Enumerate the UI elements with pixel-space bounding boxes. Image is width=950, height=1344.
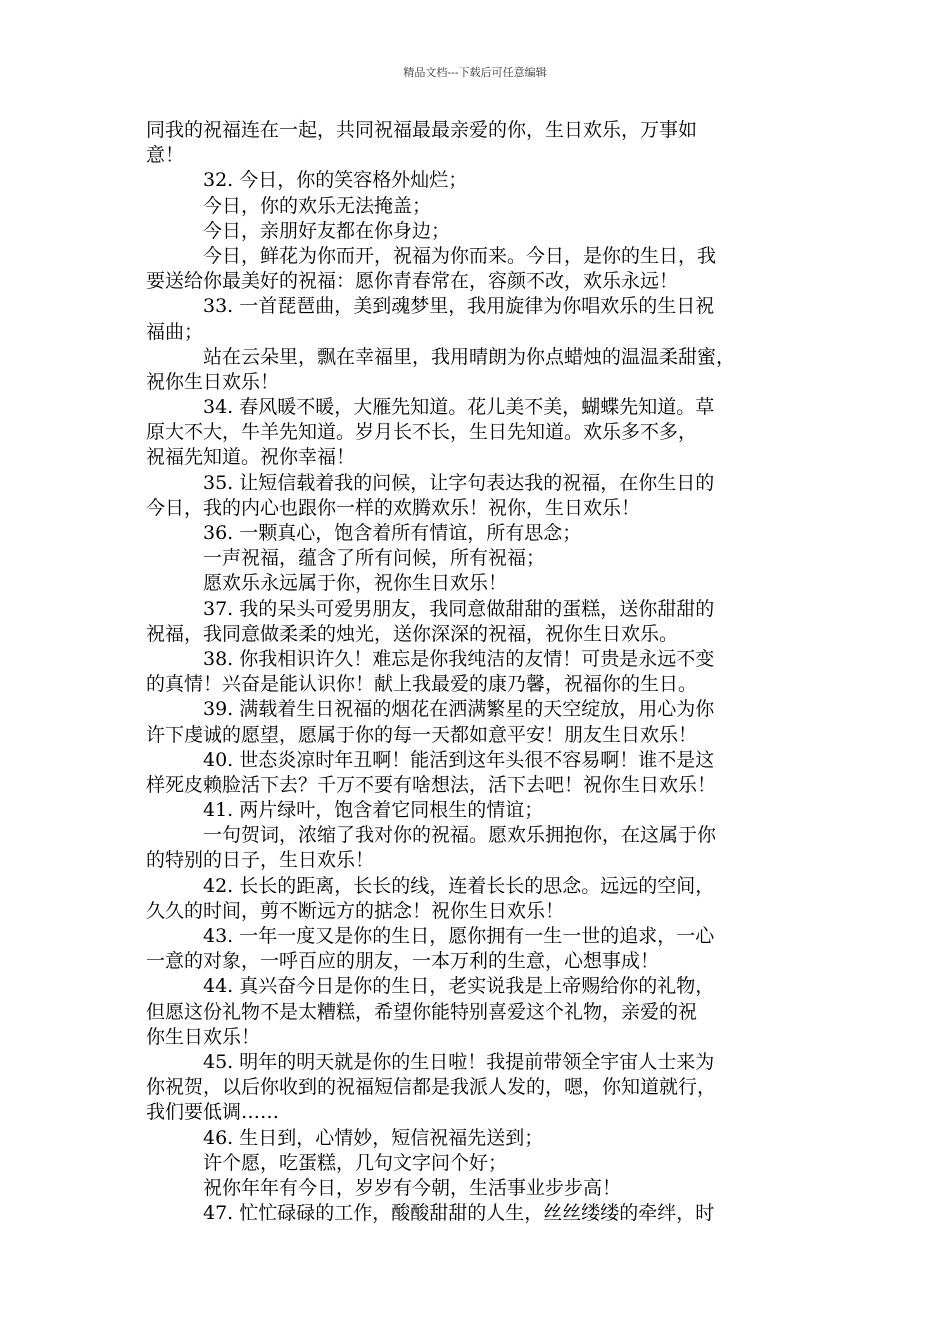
text-line: 一意的对象，一呼百应的朋友，一本万利的生意，心想事成！	[146, 950, 660, 973]
text-line: 的真情！兴奋是能认识你！献上我最爱的康乃馨，祝福你的生日。	[146, 673, 698, 696]
text-line: 41. 两片绿叶，饱含着它同根生的情谊；	[203, 799, 544, 822]
page-header: 精品文档---下载后可任意编辑	[403, 66, 547, 79]
text-line: 祝你年年有今日，岁岁有今朝，生活事业步步高！	[203, 1176, 622, 1199]
text-line: 40. 世态炎凉时年丑啊！能活到这年头很不容易啊！谁不是这	[203, 748, 715, 771]
text-line: 32. 今日，你的笑容格外灿烂；	[203, 169, 468, 192]
text-line: 今日，你的欢乐无法掩盖；	[203, 194, 432, 217]
text-line: 42. 长长的距离，长长的线，连着长长的思念。远远的空间，	[203, 874, 715, 897]
text-line: 祝福先知道。祝你幸福！	[146, 446, 356, 469]
text-line: 38. 你我相识许久！难忘是你我纯洁的友情！可贵是永远不变	[203, 647, 715, 670]
text-line: 意！	[146, 144, 185, 167]
text-line: 你祝贺，以后你收到的祝福短信都是我派人发的，嗯，你知道就行，	[146, 1076, 717, 1099]
text-line: 站在云朵里，飘在幸福里，我用晴朗为你点蜡烛的温温柔甜蜜，	[203, 345, 736, 368]
text-line: 34. 春风暖不暖，大雁先知道。花儿美不美，蝴蝶先知道。草	[203, 396, 715, 419]
text-line: 一句贺词，浓缩了我对你的祝福。愿欢乐拥抱你，在这属于你	[203, 824, 717, 847]
document-body	[146, 118, 816, 1226]
text-line: 我们要低调……	[146, 1101, 280, 1124]
text-line: 今日，我的内心也跟你一样的欢腾欢乐！祝你，生日欢乐！	[146, 496, 641, 519]
text-line: 久久的时间，剪不断远方的掂念！祝你生日欢乐！	[146, 899, 565, 922]
text-line: 祝福，我同意做柔柔的烛光，送你深深的祝福，祝你生日欢乐。	[146, 622, 679, 645]
text-line: 44. 真兴奋今日是你的生日，老实说我是上帝赐给你的礼物，	[203, 975, 715, 998]
text-line: 原大不大，牛羊先知道。岁月长不长，生日先知道。欢乐多不多，	[146, 421, 698, 444]
text-line: 但愿这份礼物不是太糟糕，希望你能特别喜爱这个礼物，亲爱的祝	[146, 1000, 698, 1023]
text-line: 今日，亲朋好友都在你身边；	[203, 219, 451, 242]
text-line: 样死皮赖脸活下去？千万不要有啥想法，活下去吧！祝你生日欢乐！	[146, 773, 717, 796]
text-line: 33. 一首琵琶曲，美到魂梦里，我用旋律为你唱欢乐的生日祝	[203, 295, 715, 318]
text-line: 愿欢乐永远属于你，祝你生日欢乐！	[203, 572, 508, 595]
text-line: 37. 我的呆头可爱男朋友，我同意做甜甜的蛋糕，送你甜甜的	[203, 597, 715, 620]
text-line: 许下虔诚的愿望，愿属于你的每一天都如意平安！朋友生日欢乐！	[146, 723, 698, 746]
text-line: 35. 让短信载着我的问候，让字句表达我的祝福，在你生日的	[203, 471, 715, 494]
text-line: 许个愿，吃蛋糕，几句文字问个好；	[203, 1151, 508, 1174]
text-line: 要送给你最美好的祝福：愿你青春常在，容颜不改，欢乐永远！	[146, 270, 679, 293]
text-line: 46. 生日到，心情妙，短信祝福先送到；	[203, 1126, 544, 1149]
text-line: 43. 一年一度又是你的生日，愿你拥有一生一世的追求，一心	[203, 925, 715, 947]
text-line: 今日，鲜花为你而开，祝福为你而来。今日，是你的生日，我	[203, 244, 717, 267]
text-line: 47. 忙忙碌碌的工作，酸酸甜甜的人生，丝丝缕缕的牵绊，时	[203, 1202, 715, 1225]
text-line: 祝你生日欢乐！	[146, 370, 280, 393]
text-line: 同我的祝福连在一起，共同祝福最最亲爱的你，生日欢乐，万事如	[146, 119, 698, 141]
text-line: 福曲；	[146, 320, 204, 343]
text-line: 36. 一颗真心，饱含着所有情谊，所有思念；	[203, 522, 582, 544]
text-line: 你生日欢乐！	[146, 1025, 261, 1048]
text-line: 39. 满载着生日祝福的烟花在洒满繁星的天空绽放，用心为你	[203, 698, 715, 721]
text-line: 45. 明年的明天就是你的生日啦！我提前带领全宇宙人士来为	[203, 1050, 715, 1073]
text-line: 一声祝福，蕴含了所有问候，所有祝福；	[203, 547, 546, 570]
text-line: 的特别的日子，生日欢乐！	[146, 849, 375, 872]
